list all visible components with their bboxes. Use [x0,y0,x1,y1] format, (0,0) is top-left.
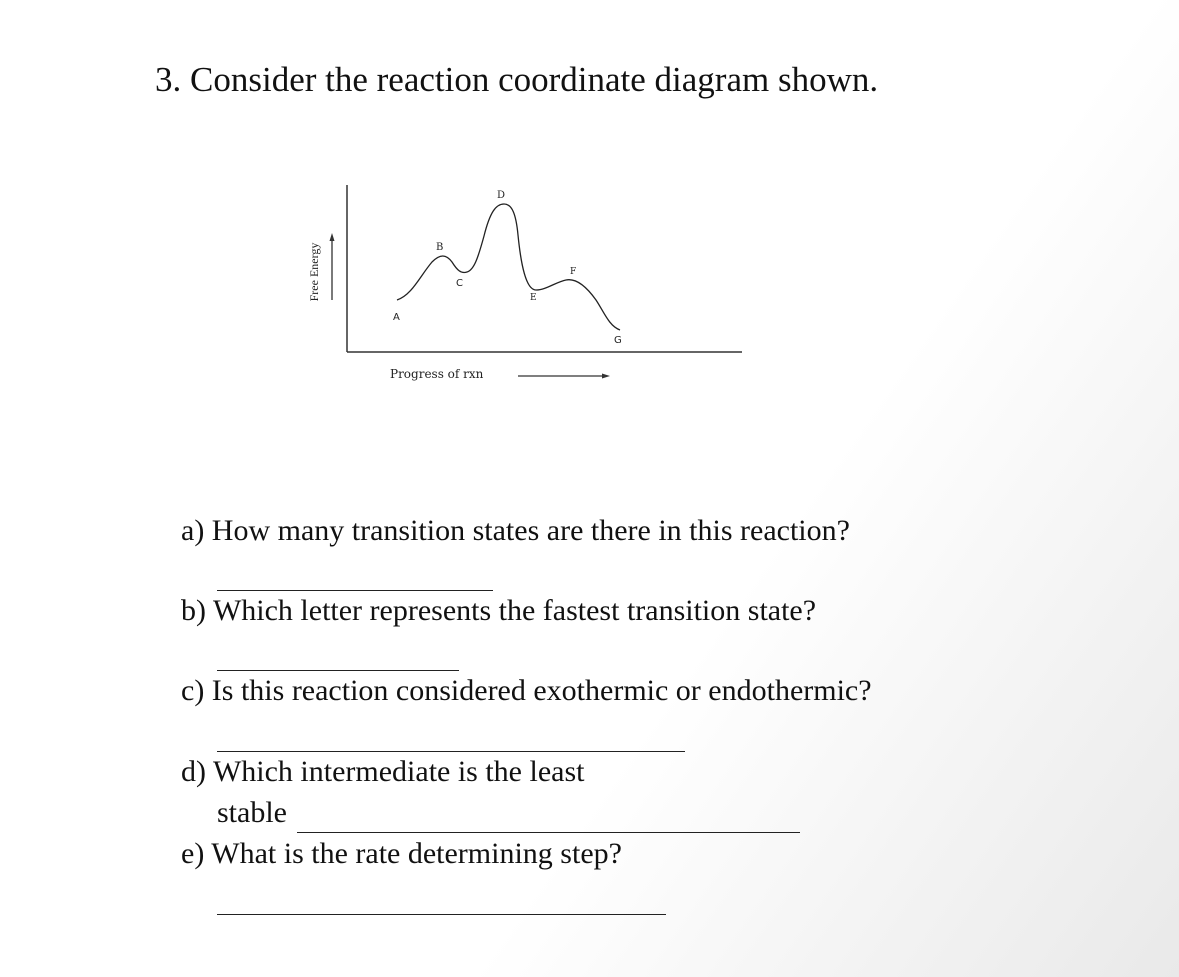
y-axis-label: Free Energy [307,242,321,302]
answer-blank-a[interactable] [217,590,493,591]
point-label-f: F [570,267,577,277]
answer-blank-b[interactable] [217,670,459,671]
question-c: c) Is this reaction considered exothermic or endothermic? [181,674,872,707]
question-title: 3. Consider the reaction coordinate diagram shown. [155,60,879,99]
point-label-c: C [456,278,463,289]
point-label-e: E [530,293,537,303]
answer-blank-d[interactable] [297,832,800,833]
question-b: b) Which letter represents the fastest transition state? [181,594,817,627]
point-label-b: B [436,242,444,253]
question-d: d) Which intermediate is the least [181,755,585,788]
question-e: e) What is the rate determining step? [181,837,622,870]
answer-blank-c[interactable] [217,751,685,752]
point-label-a: A [393,312,400,323]
question-d-continuation: stable [217,796,287,829]
x-arrow-head [602,374,610,379]
answer-blank-e[interactable] [217,914,666,915]
question-a: a) How many transition states are there in this reaction? [181,514,850,547]
point-label-d: D [497,190,506,201]
energy-curve [397,204,620,330]
point-label-g: G [614,335,622,346]
x-axis-label: Progress of rxn [390,367,484,381]
y-arrow-head [330,233,335,241]
